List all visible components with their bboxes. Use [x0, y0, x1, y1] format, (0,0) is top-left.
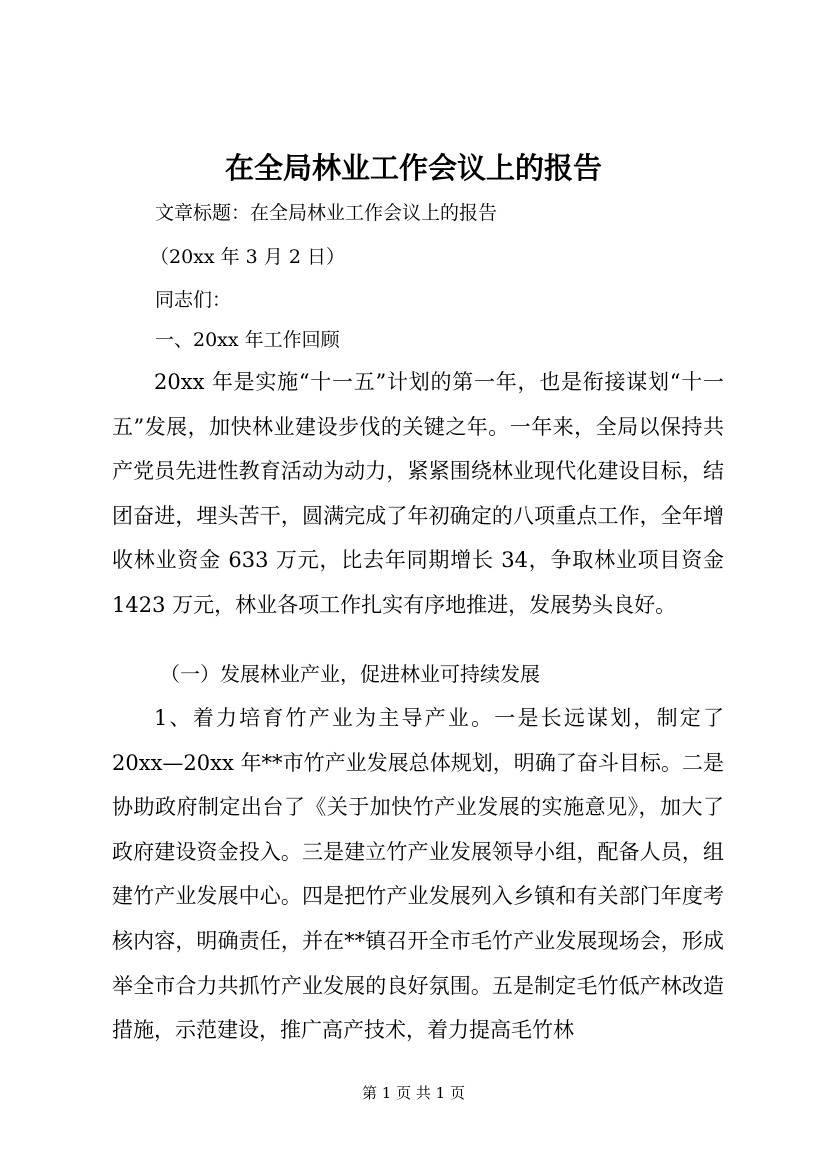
document-title: 在全局林业工作会议上的报告 — [224, 151, 602, 185]
page-footer: 第 1 页 共 1 页 — [362, 1084, 465, 1102]
report-date: （20xx 年 3 月 2 日） — [150, 246, 345, 268]
subsection-heading-forestry-industry: （一）发展林业产业，促进林业可持续发展 — [160, 662, 540, 686]
article-subtitle: 文章标题：在全局林业工作会议上的报告 — [155, 202, 498, 224]
paragraph-bamboo-industry: 1、着力培育竹产业为主导产业。一是长远谋划，制定了 20xx—20xx 年**市竹产业发展总体规划，明确了奋斗目标。二是协助政府制定出台了《关于加快竹产业发展的实施意见》，加大了政府建设资金投入。三是建立竹产业发展领导小组，配备人员，组建竹产业发展中心。四是把竹产业发展列入乡镇和有关部门年度考核内容，明确责任，并在**镇召开全市毛竹产业发展现场会，形成举全市合力共抓竹产业发展的良好氛围。五是制定毛竹低产林改造措施，示范建设，推广高产技术，着力提高毛竹林 — [112, 706, 724, 1043]
greeting: 同志们： — [155, 289, 232, 311]
paragraph-work-review: 20xx 年是实施“十一五”计划的第一年，也是衔接谋划“十一五”发展，加快林业建设步伐的关键之年。一年来，全局以保持共产党员先进性教育活动为动力，紧紧围绕林业现代化建设目标，结团奋进，埋头苦干，圆满完成了年初确定的八项重点工作，全年增收林业资金 633 万元，比去年同期增长 34，争取林业项目资金 1423 万元，林业各项工作扎实有序地推进，发展势头良好。 — [112, 370, 724, 617]
section-heading-review: 一、20xx 年工作回顾 — [155, 329, 340, 351]
